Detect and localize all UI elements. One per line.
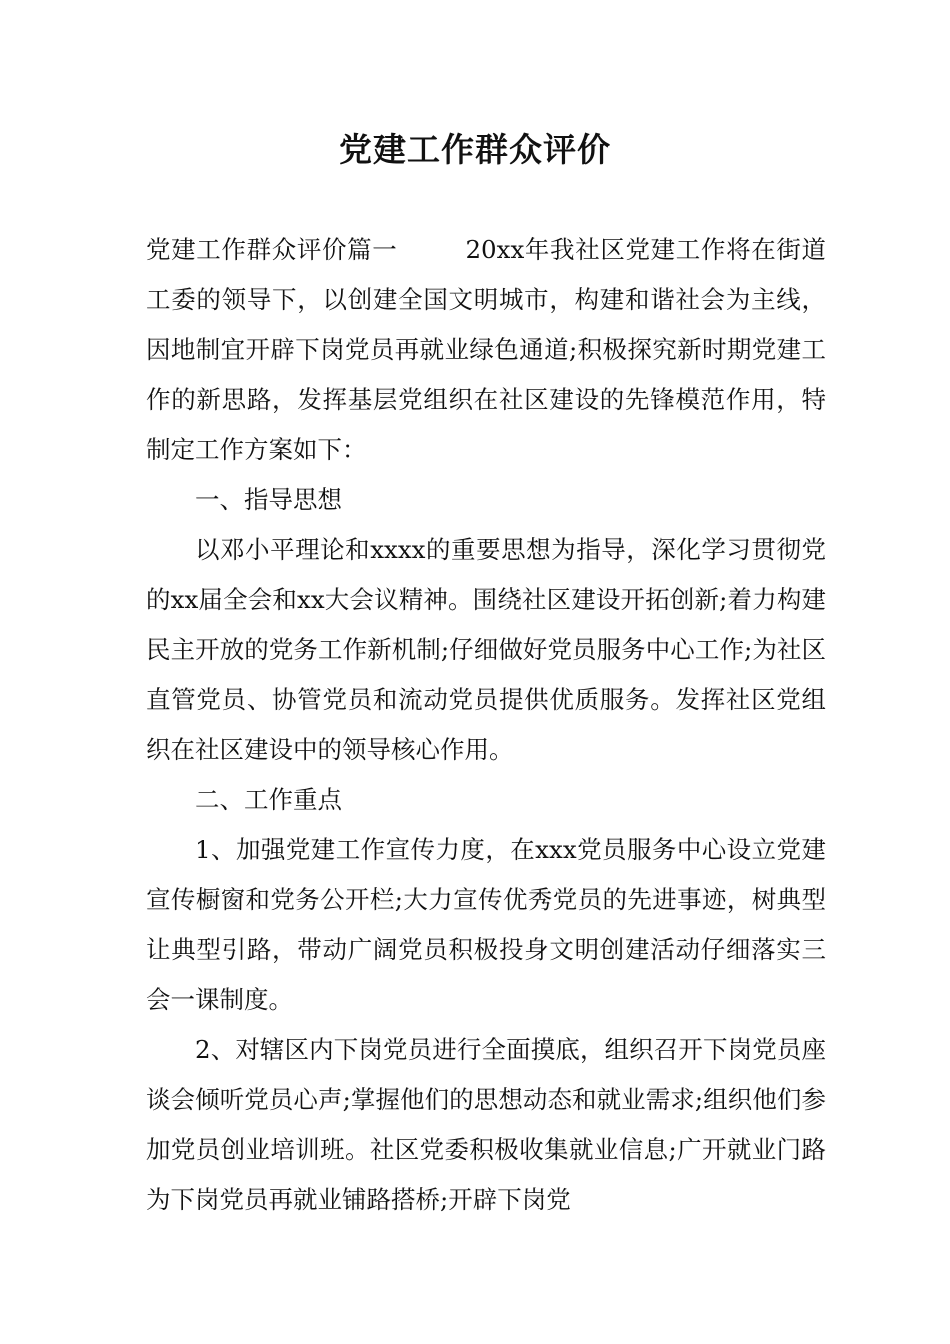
work-item-1: 1、加强党建工作宣传力度，在xxx党员服务中心设立党建宣传橱窗和党务公开栏;大力宣传优秀党员的先进事迹，树典型让典型引路，带动广阔党员积极投身文明创建活动仔细落实三会一课制度。: [146, 835, 826, 1014]
document-title: 党建工作群众评价: [339, 130, 611, 169]
intro-text: 20xx年我社区党建工作将在街道工委的领导下，以创建全国文明城市，构建和谐社会为主线，因地制宜开辟下岗党员再就业绿色通道;积极探究新时期党建工作的新思路，发挥基层党组织在社区建设的先锋模范作用，特制定工作方案如下：: [146, 235, 827, 464]
section-heading-1: 一、指导思想: [195, 485, 342, 514]
document-body: [146, 225, 826, 1225]
section-heading-2: 二、工作重点: [195, 785, 342, 814]
intro-paragraph: [146, 225, 826, 475]
work-item-2: 2、对辖区内下岗党员进行全面摸底，组织召开下岗党员座谈会倾听党员心声;掌握他们的思想动态和就业需求;组织他们参加党员创业培训班。社区党委积极收集就业信息;广开就业门路为下岗党员再就业铺路搭桥;开辟下岗党: [146, 1035, 826, 1214]
section-paragraph-1: 以邓小平理论和xxxx的重要思想为指导，深化学习贯彻党的xx届全会和xx大会议精神。围绕社区建设开拓创新;着力构建民主开放的党务工作新机制;仔细做好党员服务中心工作;为社区直管党员、协管党员和流动党员提供优质服务。发挥社区党组织在社区建设中的领导核心作用。: [146, 535, 826, 764]
intro-label: 党建工作群众评价篇一: [146, 235, 398, 264]
